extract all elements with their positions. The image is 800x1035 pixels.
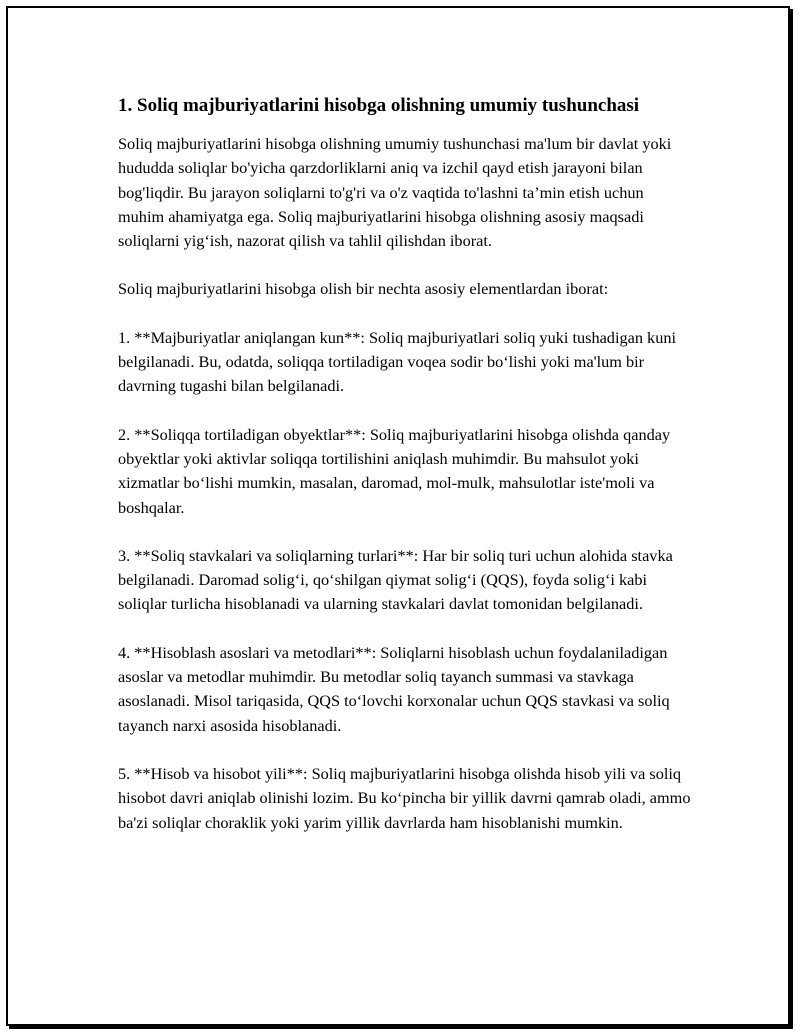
intro-paragraph: Soliq majburiyatlarini hisobga olishning umumiy tushunchasi ma'lum bir davlat yoki hududda soliqlar bo'yicha qarzdorliklarni aniq va izchil qayd etish jarayoni bilan bog'liqdir. Bu jarayon soliqlarni to'g'ri va o'z vaqtida to'lashni ta’min etish uchun muhim ahamiyatga ega. Soliq majburiyatlarini hisobga olishning asosiy maqsadi soliqlarni yig‘ish, nazorat qilish va tahlil qilishdan iborat. <box>118 134 672 251</box>
list-item-5: 5. **Hisob va hisobot yili**: Soliq majburiyatlarini hisobga olishda hisob yili va soliq hisobot davri aniqlab olinishi lozim. Bu ko‘pincha bir yillik davrni qamrab oladi, ammo ba'zi soliqlar choraklik yoki yarim yillik davrlarda ham hisoblanishi mumkin. <box>118 763 691 832</box>
list-item-4: 4. **Hisoblash asoslari va metodlari**: Soliqlarni hisoblash uchun foydalaniladigan asoslar va metodlar muhimdir. Bu metodlar soliq tayanch summasi va stavkaga asoslanadi. Misol tariqasida, QQS to‘lovchi korxonalar uchun QQS stavkasi va soliq tayanch narxi asosida hisoblanadi. <box>118 642 670 735</box>
list-item-3: 3. **Soliq stavkalari va soliqlarning turlari**: Har bir soliq turi uchun alohida stavka belgilanadi. Daromad solig‘i, qo‘shilgan qiymat solig‘i (QQS), foyda solig‘i kabi soliqlar turlicha hisoblanadi va ularning stavkalari davlat tomonidan belgilanadi. <box>118 545 673 614</box>
elements-lead-paragraph: Soliq majburiyatlarini hisobga olish bir nechta asosiy elementlardan iborat: <box>118 279 609 299</box>
list-item-2: 2. **Soliqqa tortiladigan obyektlar**: Soliq majburiyatlarini hisobga olishda qanday obyektlar yoki aktivlar soliqqa tortilishini aniqlash muhimdir. Bu mahsulot yoki xizmatlar bo‘lishi mumkin, masalan, daromad, mol-mulk, mahsulotlar iste'moli va boshqalar. <box>118 424 671 517</box>
section-heading: 1. Soliq majburiyatlarini hisobga olishning umumiy tushunchasi <box>118 95 640 116</box>
document-body <box>118 92 693 859</box>
list-item-1: 1. **Majburiyatlar aniqlangan kun**: Soliq majburiyatlari soliq yuki tushadigan kuni belgilanadi. Bu, odatda, soliqqa tortiladigan voqea sodir bo‘lishi yoki ma'lum bir davrning tugashi bilan belgilanadi. <box>118 327 676 396</box>
